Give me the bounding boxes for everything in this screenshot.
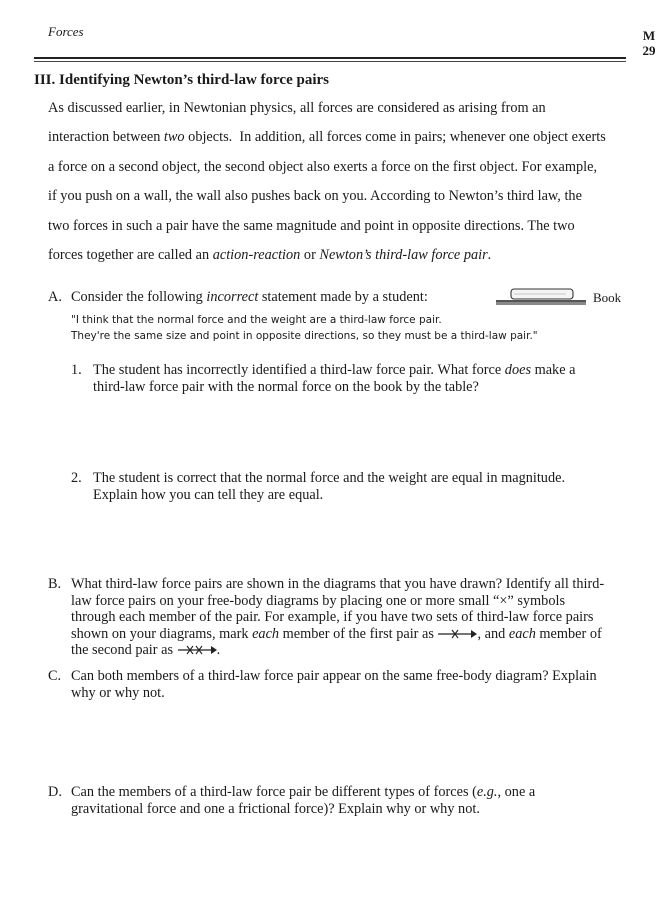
intro-line: a force on a second object, the second object also exerts a force on the first object. For example,: [48, 158, 598, 175]
subitem-1-line1-end: make a: [531, 362, 576, 378]
emph-third-law-pair: Newton’s third-law force pair: [319, 247, 488, 264]
emph-each-second: each: [508, 625, 536, 642]
item-c-line: why or why not.: [71, 684, 165, 701]
item-b-line4-mid: member of the first pair as: [279, 625, 438, 642]
item-d-line: [71, 784, 631, 801]
subitem-line: Explain how you can tell they are equal.: [93, 486, 324, 503]
single-x-arrow-icon: [437, 628, 477, 640]
item-b-letter: B.: [48, 576, 62, 592]
item-a-prompt: [71, 289, 428, 306]
intro-line: two forces in such a pair have the same magnitude and point in opposite directions. The two: [48, 217, 575, 234]
emph-each-first: each: [252, 625, 280, 642]
intro-line: interaction between two objects. In addition, all forces come in pairs; whenever one object exerts: [48, 129, 606, 146]
intro-line: forces together are called an action-reaction or Newton’s third-law force pair.: [48, 247, 492, 264]
item-b-text: [71, 576, 631, 659]
section-tab: [639, 28, 657, 58]
item-a-letter: A.: [48, 289, 62, 305]
header-rule: [34, 57, 626, 59]
student-quote: [71, 312, 538, 344]
subitem-line: [93, 362, 623, 379]
item-b-line4-start: shown on your diagrams, mark: [71, 625, 253, 642]
item-a-text-end: statement made by a student:: [258, 289, 428, 305]
header-rule-thin: [34, 61, 626, 62]
item-b-line: What third-law force pairs are shown in the diagrams that you have drawn? Identify all third-: [71, 576, 605, 592]
subitem-1-line1: The student has incorrectly identified a third-law force pair. What force: [93, 362, 505, 378]
book-on-table-illustration: [494, 285, 589, 309]
tab-letter: M: [642, 28, 656, 43]
book-label: Book: [593, 290, 622, 305]
intro-line: As discussed earlier, in Newtonian physics, all forces are considered as arising from an: [48, 100, 546, 116]
item-b-line: [71, 626, 631, 643]
quote-line: They're the same size and point in opposite directions, so they must be a third-law pair.": [71, 330, 538, 342]
emph-two: two: [163, 129, 185, 146]
item-c-line: Can both members of a third-law force pair appear on the same free-body diagram? Explain: [71, 668, 597, 684]
table-edge: [496, 300, 586, 302]
subitem-line: The student is correct that the normal force and the weight are equal in magnitude.: [93, 470, 566, 486]
item-b-line5-end: .: [216, 642, 221, 658]
emph-does: does: [504, 362, 532, 378]
item-b-line: through each member of the pair. For example, if you have two sets of third-law force pairs: [71, 609, 594, 625]
item-a-text: Consider the following: [71, 289, 207, 305]
item-c-text: [71, 668, 631, 701]
subitem-2-number: 2.: [71, 470, 82, 486]
item-b-line: law force pairs on your free-body diagrams by placing one or more small “×” symbols: [71, 592, 566, 609]
item-d-letter: D.: [48, 784, 62, 800]
item-b-line4-mid2: , and: [477, 625, 509, 642]
item-b-line: [71, 642, 631, 659]
header-title: Forces: [48, 24, 84, 39]
subitem-2-text: [93, 470, 623, 503]
emph-action-reaction: action-reaction: [212, 247, 301, 264]
item-b-line5: the second pair as: [71, 642, 174, 658]
quote-line: "I think that the normal force and the weight are a third-law force pair.: [71, 314, 442, 326]
subitem-1-text: [93, 362, 623, 395]
item-d-line1-end: , one a: [497, 784, 536, 800]
emph-eg: e.g.: [476, 784, 498, 800]
item-d-line1: Can the members of a third-law force pair be different types of forces (: [71, 784, 477, 800]
subitem-1-number: 1.: [71, 362, 82, 378]
item-c-letter: C.: [48, 668, 62, 684]
section-heading: III. Identifying Newton’s third-law force pairs: [34, 72, 329, 88]
item-d-line: gravitational force and one a frictional force)? Explain why or why not.: [71, 800, 480, 817]
subitem-line: third-law force pair with the normal force on the book by the table?: [93, 378, 479, 395]
emph-incorrect: incorrect: [206, 289, 259, 305]
double-x-arrow-icon: [177, 644, 217, 656]
intro-paragraph: [48, 94, 633, 270]
intro-line: if you push on a wall, the wall also pushes back on you. According to Newton’s third law, the: [48, 188, 582, 205]
item-b-line4-end: member of: [535, 625, 602, 642]
item-d-text: [71, 784, 631, 817]
page-number: 29: [642, 43, 656, 58]
